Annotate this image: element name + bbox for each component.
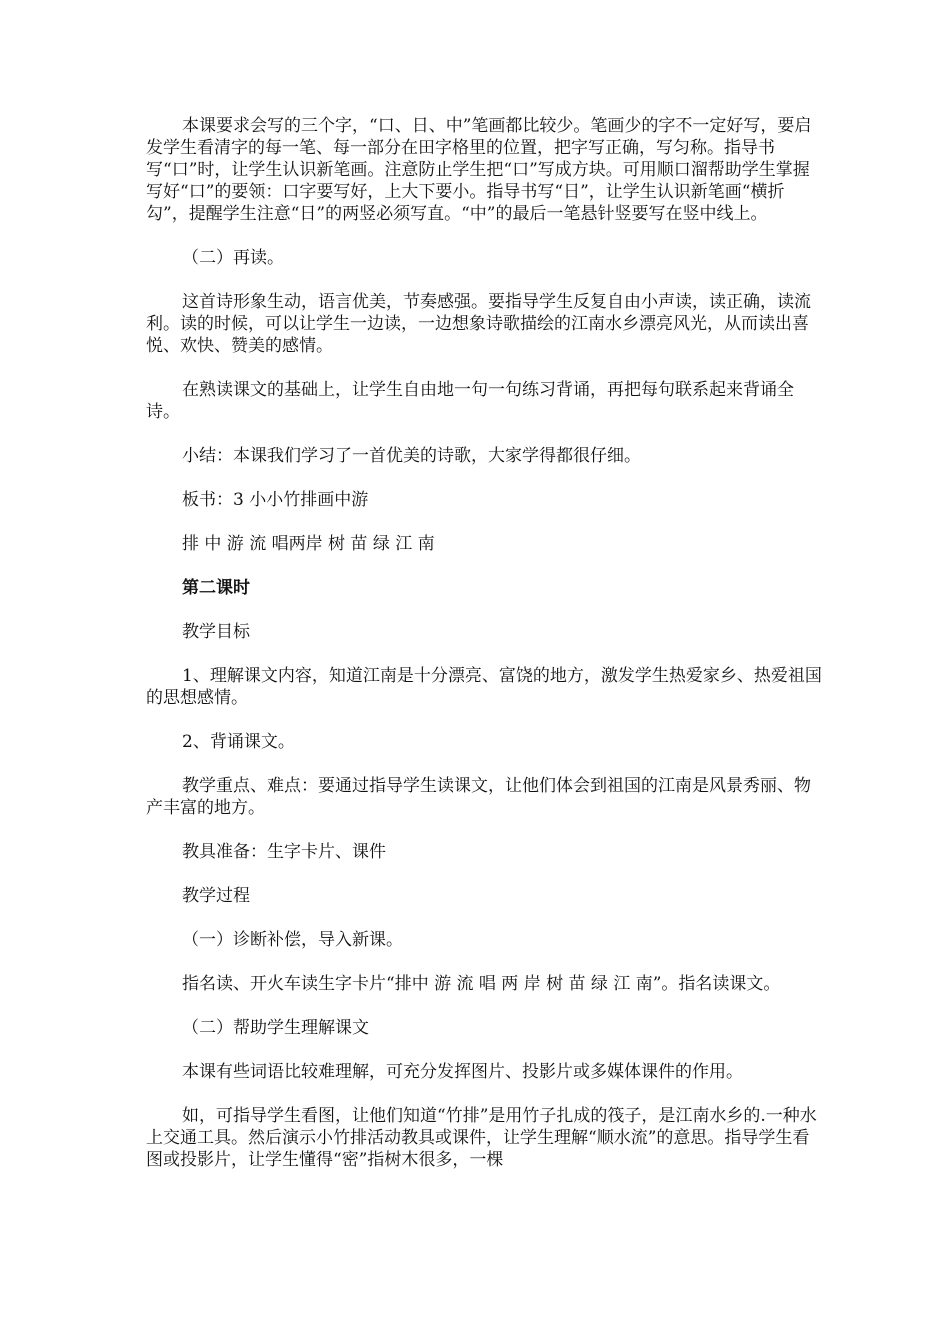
section-heading-comprehension: （二）帮助学生理解课文: [182, 1018, 369, 1038]
paragraph-key-points: 教学重点、难点：要通过指导学生读课文，让他们体会到祖国的江南是风景秀丽、物产丰富的地方。: [146, 776, 811, 818]
section-heading-diagnosis: （一）诊断补偿，导入新课。: [182, 930, 403, 950]
paragraph-blackboard-characters: 排 中 游 流 唱两岸 树 苗 绿 江 南: [182, 534, 435, 554]
section-heading-reread: （二）再读。: [182, 248, 284, 268]
paragraph-materials: 教具准备：生字卡片、课件: [182, 842, 386, 862]
paragraph-writing-guidance: 本课要求会写的三个字，“口、日、中”笔画都比较少。笔画少的字不一定好写，要启发学生看清字的每一笔、每一部分在田字格里的位置，把字写正确，写匀称。指导书写“口”时，让学生认识新笔画。注意防止学生把“口”写成方块。可用顺口溜帮助学生掌握写好“口”的要领：口字要写好，上大下要小。指导书写“日”，让学生认识新笔画“横折勾”，提醒学生注意“日”的两竖必须写直。“中”的最后一笔悬针竖要写在竖中线上。: [146, 116, 812, 224]
paragraph-card-reading: 指名读、开火车读生字卡片“排中 游 流 唱 两 岸 树 苗 绿 江 南”。指名读课文。: [182, 974, 781, 994]
paragraph-bamboo-raft: 如，可指导学生看图，让他们知道“竹排”是用竹子扎成的筏子，是江南水乡的.一种水上交通工具。然后演示小竹排活动教具或课件，让学生理解“顺水流”的意思。指导学生看图或投影片，让学生懂得“密”指树木很多，一棵: [146, 1106, 817, 1170]
paragraph-blackboard-title: 板书：3 小小竹排画中游: [182, 490, 369, 510]
goal-item-2: 2、背诵课文。: [182, 732, 295, 752]
document-body: [146, 115, 822, 1171]
heading-teaching-process: 教学过程: [182, 886, 250, 906]
paragraph-summary: 小结：本课我们学习了一首优美的诗歌，大家学得都很仔细。: [182, 446, 641, 466]
heading-teaching-goals: 教学目标: [182, 622, 250, 642]
paragraph-recitation: 在熟读课文的基础上，让学生自由地一句一句练习背诵，再把每句联系起来背诵全诗。: [146, 380, 794, 422]
section-heading-second-lesson: 第二课时: [182, 578, 250, 598]
paragraph-reading-guidance: 这首诗形象生动，语言优美，节奏感强。要指导学生反复自由小声读，读正确，读流利。读的时候，可以让学生一边读，一边想象诗歌描绘的江南水乡漂亮风光，从而读出喜悦、欢快、赞美的感情。: [146, 292, 811, 356]
paragraph-vocabulary: 本课有些词语比较难理解，可充分发挥图片、投影片或多媒体课件的作用。: [182, 1062, 743, 1082]
goal-item-1: 1、理解课文内容，知道江南是十分漂亮、富饶的地方，激发学生热爱家乡、热爱祖国的思想感情。: [146, 666, 822, 708]
